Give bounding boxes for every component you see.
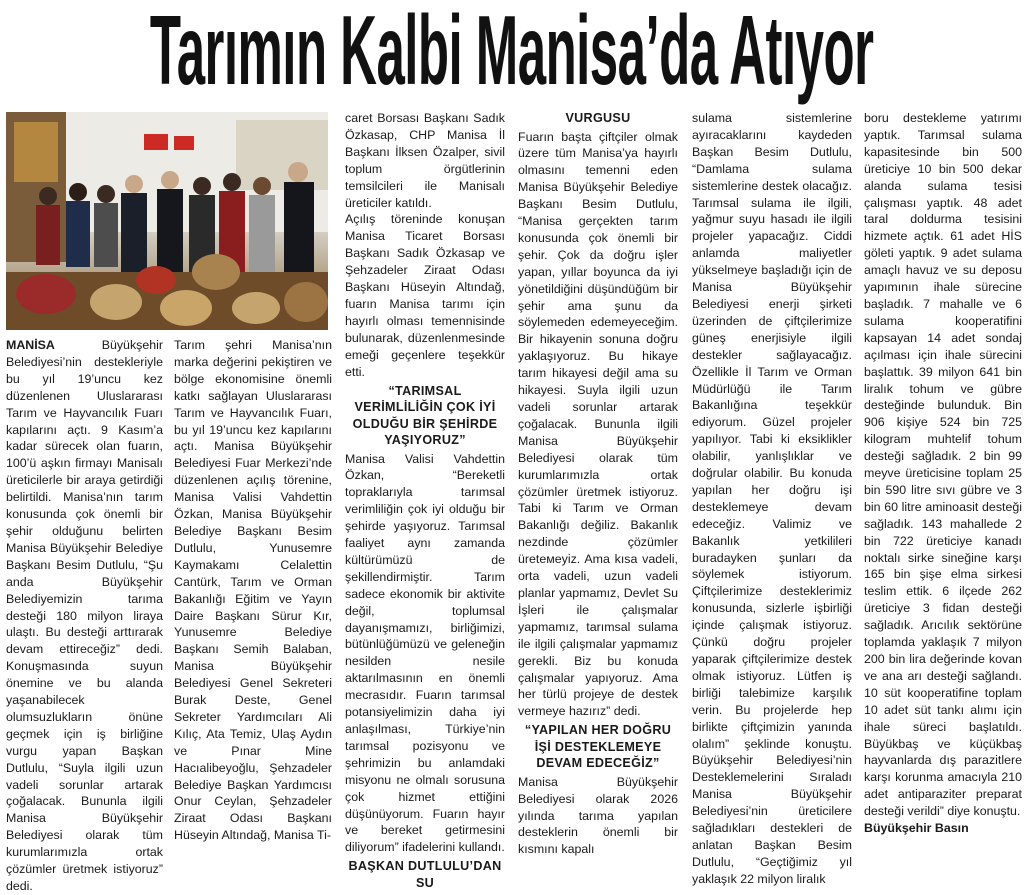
event-photo xyxy=(6,112,328,330)
subheading-mayor-water-continued: VURGUSU xyxy=(565,111,631,125)
article-column-3 xyxy=(345,110,505,890)
subheading-mayor-water: BAŞKAN DUTLULU’DAN SU xyxy=(348,859,502,890)
byline xyxy=(864,820,1022,837)
column-6-body: boru destekleme yatırımı yaptık. Tarımsal sulama kapasitesinde bin 500 üreticiye 10 bin 500 dekar alanda sulama tesisi çalışması yaptık. 48 adet taral doldurma tesisini hizmete açtık. 61 adet HİS göleti yaptık. 9 adet sulama amaçlı havuz ve su deposu yapımının ihale sürecine başladık. 7 mahalle ve 6 sulama kooperatifini kapsayan 14 adet sondaj açılması için ihale sürecini başlattık. 39 milyon 641 bin liralık tohum ve gübre desteğinde bulunduk. Bin 906 kişiye 524 bin 725 kilogram muhtelif tohum desteği sağladık. 2 bin 99 meyve üreticisine toplam 25 bin 590 litre sıvı gübre ve 3 bin 60 litre aminoasit desteği sağladık. 143 mahallede 2 bin 722 üreticiye kanadı noktalı sirke sineğine karşı 165 bin şişe elma sirkesi teslim ettik. 6 ilçede 262 üreticiye 3 fidan desteği sağladık. Arıcılık sektörüne toplamda yaklaşık 7 milyon 200 bin lira değerinde kovan ve ana arı desteği sağlandı. 10 süt kooperatifine toplam 10 adet süt tankı alımı için ihale süreci başlatıldı. Büyükbaş ve küçükbaş hayvanlarda dış parazitlere karşı korunma amacıyla 210 adet antiparaziter preparat desteği verildi” diye konuştu. xyxy=(864,111,1022,819)
event-photo-icon xyxy=(6,112,328,330)
column-4-paragraph-2: Manisa Büyükşehir Belediyesi olarak 2026 yılında tarıma yapılan desteklerin önemli bir kısmını kapalı xyxy=(518,774,678,857)
column-3-paragraph-1: caret Borsası Başkanı Sadık Özkasap, CHP Manisa İl Başkanı İlksen Özalper, sivil toplum örgütlerinin temsilcileri ile Manisalı üreticiler katıldı. xyxy=(345,111,505,210)
article-column-5 xyxy=(692,110,852,886)
article-column-4 xyxy=(518,110,678,857)
headline xyxy=(0,0,1024,105)
subheading-governor: “TARIMSAL VERİMLİLİĞİN ÇOK İYİ OLDUĞU BİR ŞEHİRDE YAŞIYORUZ” xyxy=(352,383,498,447)
column-1-body: Büyükşehir Belediyesi’nin destekleriyle bu yıl 19’uncu kez düzenlenen Uluslararası Tarım ve Hayvancılık Fuarı kapılarını açtı. 9 Kasım’a kadar sürecek olan fuarın, 100’ü aşkın firmayı Manisalı üreticilerle bir araya getirdiği belirtildi. Manisa’nın tarım konusunda çok önemli bir şehir olduğunu belirten Manisa Büyükşehir Belediye Başkanı Besim Dutlulu, “Şu anda Büyükşehir Belediyemizin tarıma desteği 180 milyon liraya ulaştı. Bu desteği arttırarak devam ettireceğiz” dedi. Konuşmasında suyun önemine ve bu alanda yaşanabilecek olumsuzlukların önüne geçmek için iş birliğine vurgu yapan Başkan Dutlulu, “Suyla ilgili uzun vadeli sorunlar artarak çoğalacak. Bununla ilgili Manisa Büyükşehir Belediyesi olarak tüm kurumlarımızla ortak çözümler üretmek istiyoruz” dedi. xyxy=(6,338,163,893)
column-3-paragraph-2: Açılış töreninde konuşan Manisa Ticaret Borsası Başkanı Sadık Özkasap ve Şehzadeler Ziraat Odası Başkanı Hüseyin Altındağ, fuarın Manisa tarımı için hayırlı olması temennisinde bulunarak, düzenlenmesinde emeği geçenlere teşekkür etti. xyxy=(345,212,505,379)
article-column-6 xyxy=(864,110,1022,852)
column-5-body: sulama sistemlerine ayıracaklarını kaydeden Başkan Besim Dutlulu, “Damlama sulama sistemlerine destek olacağız. Tarımsal sulama ile ilgili, yağmur suyu hasadı ile ilgili projeler yapacağız. Ciddi anlamda maliyetler yükselmeye başladığı için de Manisa Büyükşehir Belediyesi enerji şirketi üzerinden de çiftçilerimize güneş enerjisiyle ilgili destekler sağlayacağız. Özellikle İl Tarım ve Orman Müdürlüğü ile Tarım Bakanlığına teşekkür ediyorum. Güzel projeler yapılıyor. Tabi ki eksiklikler olabilir, yanlışlıklar ve doğrular olabilir. Bu konuda yapılan her doğru işi desteklemeye devam edeceğiz. Valimiz ve Bakanlık yetkilileri buradayken şunları da söylemek istiyorum. Çiftçilerimize desteklerimiz konusunda, sizlerle işbirliği içinde çalışmak istiyoruz. Çünkü doğru projeler yaparak çiftçilerimize destek olmak istiyoruz. Lütfen iş birliği talebimize karşılık verin. Bu projelerde hep birlikte çiftçimizin yanında olalım” şeklinde konuştu. Büyükşehir Belediyesi’nin Desteklemelerini Sıraladı Manisa Büyükşehir Belediyesi’nin üreticilere sağladıkları destekleri de anlatan Başkan Besim Dutlulu, “Geçtiğimiz yıl yaklaşık 22 milyon liralık xyxy=(692,111,852,886)
column-2-body: Tarım şehri Manisa’nın marka değerini pekiştiren ve bölge ekonomisine önemli katkı sağlayan Uluslararası Tarım ve Hayvancılık Fuarı, bu yıl 19’uncu kez kapılarını açtı. Manisa Büyükşehir Belediyesi Fuar Merkezi’nde düzenlenen açılış törenine, Manisa Valisi Vahdettin Özkan, Manisa Büyükşehir Belediye Başkanı Besim Dutlulu, Yunusemre Kaymakamı Celalettin Cantürk, Tarım ve Orman Bakanlığı Eğitim ve Yayın Daire Başkanı Sürur Kır, Yunusemre Belediye Başkanı Semih Balaban, Manisa Büyükşehir Belediyesi Genel Sekreteri Burak Deste, Genel Sekreter Yardımcıları Ali Kılıç, Ata Temiz, Ulaş Aydın ve Pınar Mine Hacıalibeyoğlu, Şehzadeler Belediye Başkan Yardımcısı Onur Ceylan, Şehzadeler Ziraat Odası Başkanı Hüseyin Altındağ, Manisa Ti- xyxy=(174,338,332,843)
subheading-support: “YAPILAN HER DOĞRU İŞİ DESTEKLEMEYE DEVAM EDECEĞİZ” xyxy=(524,723,672,771)
article-column-2 xyxy=(174,337,332,852)
column-4-paragraph-1: Fuarın başta çiftçiler olmak üzere tüm Manisa’ya hayırlı olmasını temenni eden Manisa Büyükşehir Belediye Başkanı Besim Dutlulu, “Manisa gerçekten tarım konusunda çok önemli bir şehir. Çok da doğru işler yapan, yıllar boyunca da iyi yönetildiğini düşündüğüm bir şehir ama şunu da söylemeden edemeyeceğim. Bir hikayenin sonuna doğru yaklaşıyoruz. Bu hikaye tarım hikayesi değil ama su hikayesi. Suyla ilgili uzun vadeli sorunlar artarak çoğalacak. Bununla ilgili Manisa Büyükşehir Belediyesi olarak tüm kurumlarımızla ortak çözümler üretmek istiyoruz. Tabi ki Tarım ve Orman Bakanlığı değiliz. Bakanlık nezdinde çözümler üreteмeyiz. Ama kısa vadeli, orta vadeli, uzun vadeli planlar yapmamız, Devlet Su İşleri ile çalışmalar yapmamız, tarımsal sulama ile ilgili çalışmalar yapmamız gerekli. Biz bu konuda çalışmalar yapıyoruz. Ama her türlü projeye de destek vermeye hazırız” dedi. xyxy=(518,129,678,719)
byline-text: Büyükşehir Basın xyxy=(864,821,969,836)
column-3-paragraph-3: Manisa Valisi Vahdettin Özkan, “Bereketli topraklarıyla tarımsal verimliliğin çok iyi olduğu bir şehirde yaşıyoruz. Tarımsal faaliyet aynı zamanda kültürümüzü de şekillendirmiştir. Tarım sadece ekonomik bir aktivite değil, toplumsal dayanışmamızı, birliğimizi, bütünlüğümüzü ve geleneğin nesilden nesile aktarılmasının en önemli mecrasıdır. Fuarın tarımsal potansiyelimizin daha iyi anlaşılması, Türkiye’nin tarımsal pozisyonu ve şehrimizin bu anlamdaki misyonu ne olmalı sorusuna çok hizmet ettiğini düşünüyorum. Fuarın hayır ve bereket getirmesini diliyorum” ifadelerini kullandı. xyxy=(345,451,505,855)
column-1-text xyxy=(6,337,163,895)
article-column-1 xyxy=(6,337,163,893)
dateline: MANİSA xyxy=(6,338,55,352)
headline-text: Tarımın Kalbi Manisa’da Atıyor xyxy=(150,0,874,105)
